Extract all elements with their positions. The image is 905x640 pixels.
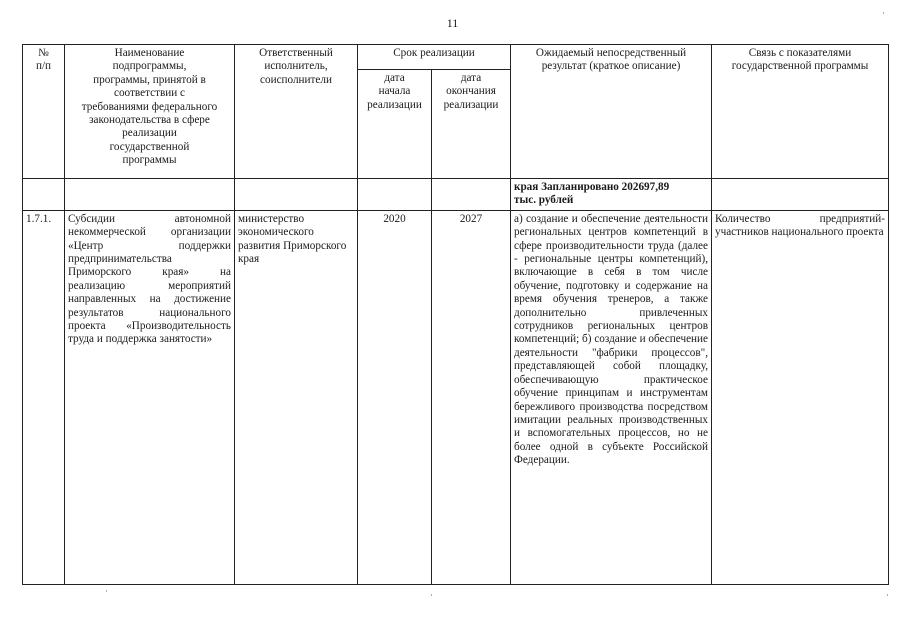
header-end: дата окончания реализации (432, 70, 511, 179)
header-name: Наименование подпрограммы, программы, принятой в соответствии с требованиями федерального законодательства в сфере реализации государственной программы (65, 45, 235, 179)
row-link: Количество предприятий-участников национального проекта (712, 210, 889, 584)
carry-executor (235, 179, 358, 211)
carry-link (712, 179, 889, 211)
table-row (23, 210, 889, 584)
scan-mark: · (430, 590, 433, 600)
header-term: Срок реализации (358, 45, 511, 70)
scan-mark: · (105, 586, 108, 596)
header-num: № п/п (23, 45, 65, 179)
header-executor: Ответственный исполнитель, соисполнители (235, 45, 358, 179)
header-row-1 (23, 45, 889, 70)
row-name: Субсидии автономной некоммерческой организации «Центр поддержки предпринимательства Приморского края» на реализацию мероприятий направленных на достижение результатов национального проекта «Производительность труда и поддержка занятости» (65, 210, 235, 584)
carry-end (432, 179, 511, 211)
header-result: Ожидаемый непосредственный результат (краткое описание) (511, 45, 712, 179)
measures-table (22, 44, 889, 585)
carry-row (23, 179, 889, 211)
carry-name (65, 179, 235, 211)
scan-mark: · (886, 590, 889, 600)
header-start: дата начала реализации (358, 70, 432, 179)
row-start: 2020 (358, 210, 432, 584)
carry-num (23, 179, 65, 211)
header-link: Связь с показателями государственной программы (712, 45, 889, 179)
row-num: 1.7.1. (23, 210, 65, 584)
row-end: 2027 (432, 210, 511, 584)
carry-result: края Запланировано 202697,89 тыс. рублей (511, 179, 712, 211)
scan-mark: · (882, 8, 885, 18)
row-result: а) создание и обеспечение деятельности региональных центров компетенций в сфере производительности труда (далее - региональные центры компетенций), включающие в себя в том числе обучение, подготовку и содержание на время обучения тренеров, а также дополнительно привлеченных сотрудников региональных центров компетенций; б) создание и обеспечение деятельности "фабрики процессов", представляющей собой площадку, обеспечивающую практическое обучение принципам и инструментам бережливого производства посредством имитации реальных производственных и вспомогательных процессов, но не более одной в субъекте Российской Федерации. (511, 210, 712, 584)
row-executor: министерство экономического развития Приморского края (235, 210, 358, 584)
carry-start (358, 179, 432, 211)
page-number: 11 (446, 16, 459, 30)
